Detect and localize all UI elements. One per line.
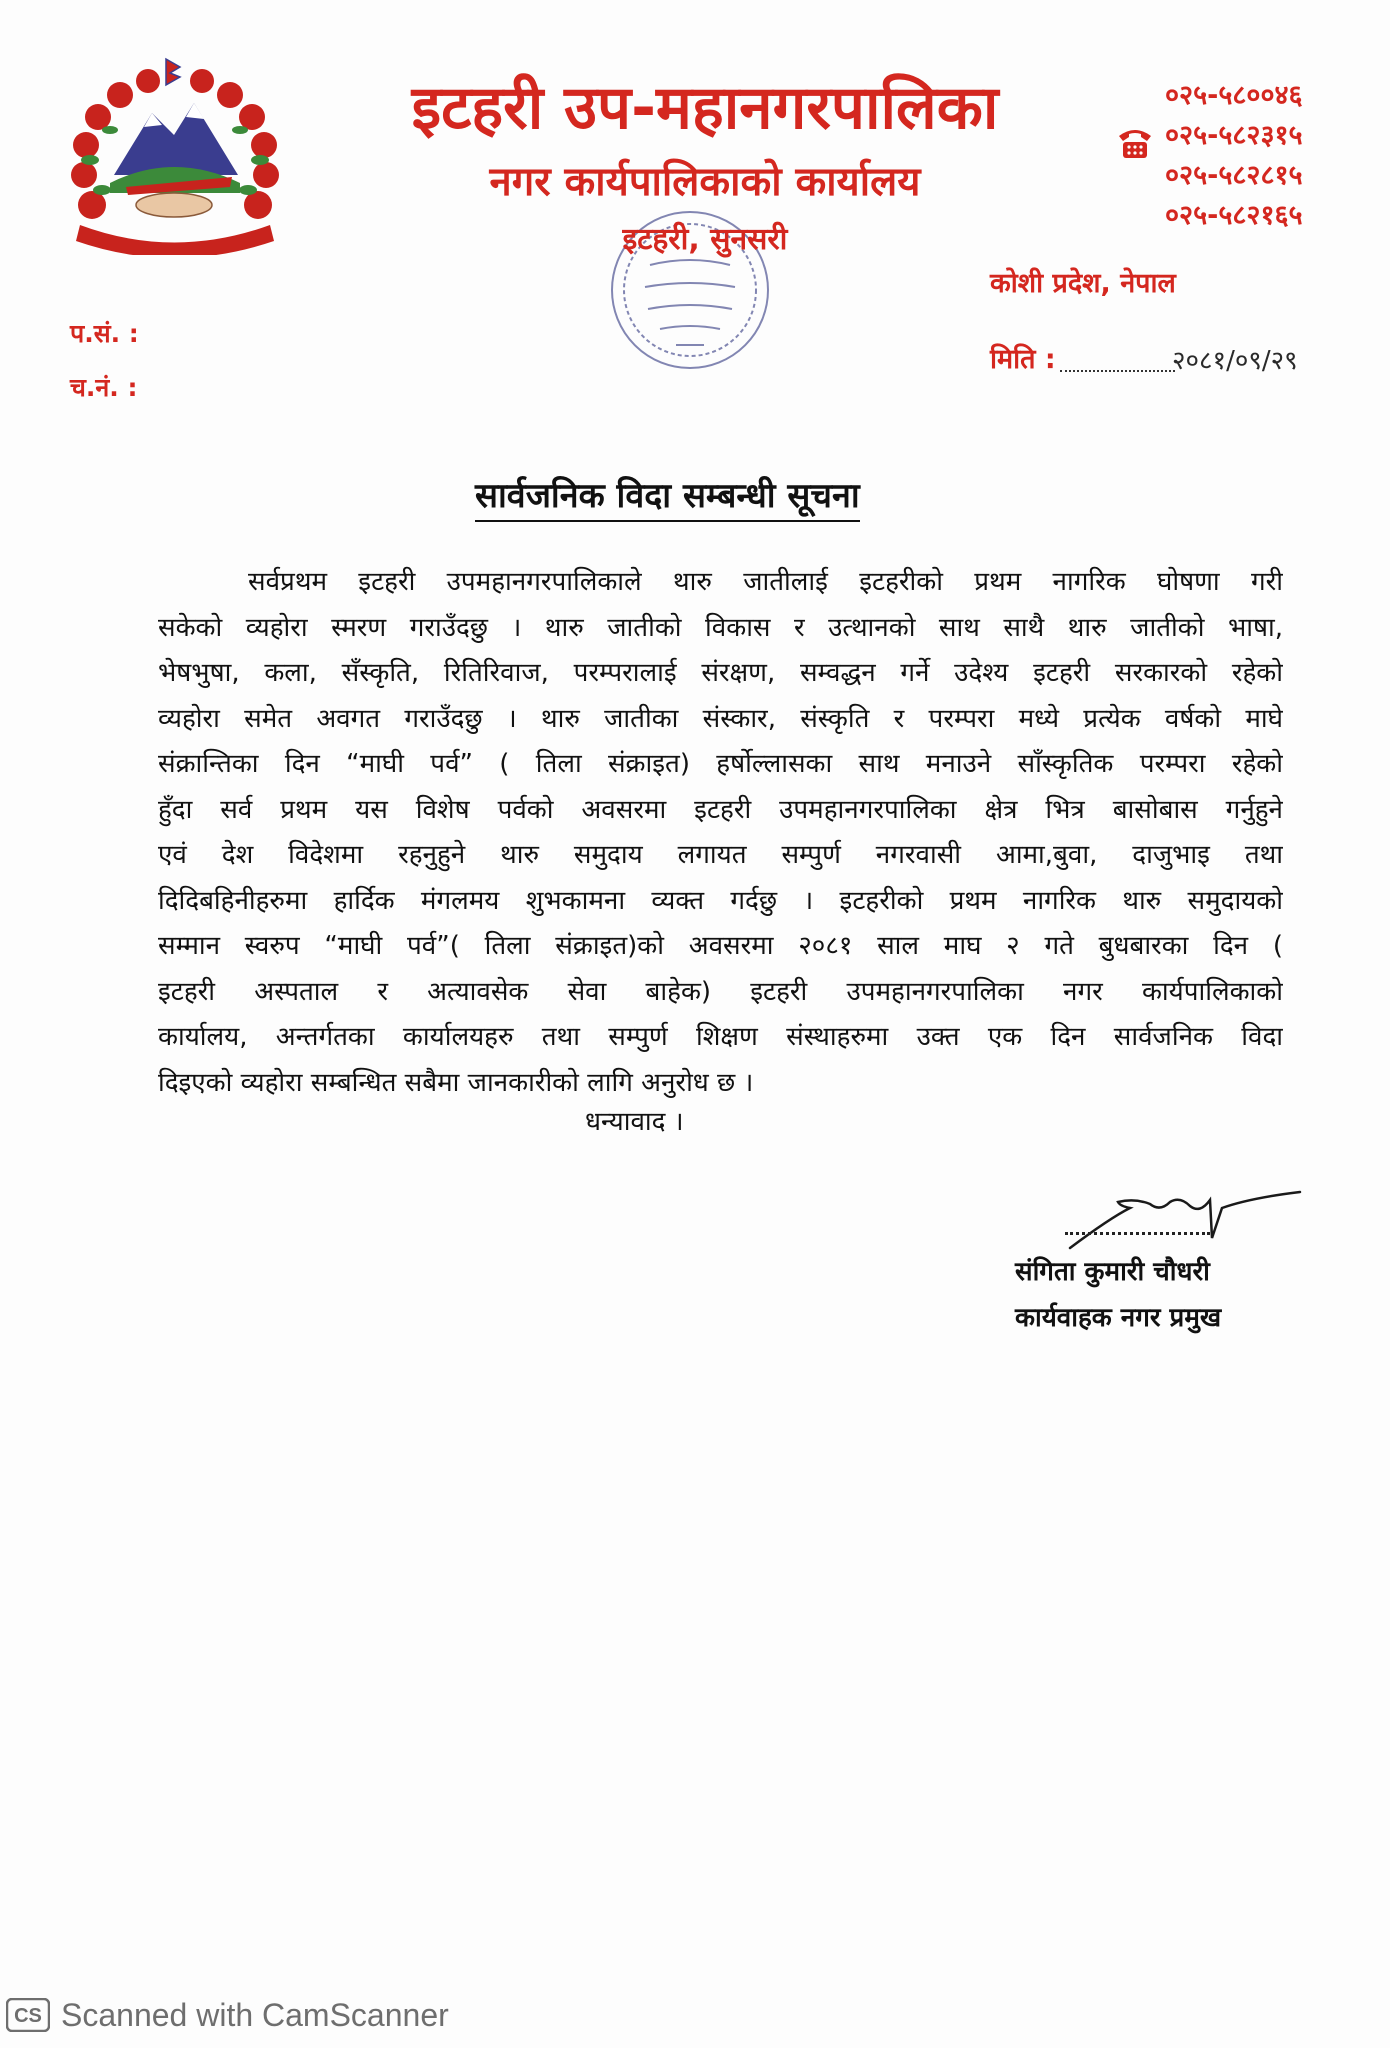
- telephone-icon: [1115, 122, 1155, 162]
- signatory-title: कार्यवाहक नगर प्रमुख: [1015, 1303, 1222, 1333]
- body-line: दिइएको व्यहोरा सम्बन्धित सबैमा जानकारीको लागि अनुरोध छ ।: [158, 1067, 754, 1098]
- body-line: इटहरी अस्पताल र अत्यावसेक सेवा बाहेक) इटहरी उपमहानगरपालिका नगर कार्यपालिकाको: [158, 976, 1283, 1007]
- body-line: व्यहोरा समेत अवगत गराउँदछु । थारु जातीका संस्कार, संस्कृति र परम्परा मध्ये प्रत्येक वर्षको माघे: [158, 703, 1283, 734]
- signature-icon: [1060, 1178, 1310, 1258]
- body-line: दिदिबहिनीहरुमा हार्दिक मंगलमय शुभकामना व्यक्त गर्दछु । इटहरीको प्रथम नागरिक थारु समुदायको: [158, 885, 1283, 916]
- body-line: कार्यालय, अन्तर्गतका कार्यालयहरु तथा सम्पुर्ण शिक्षण संस्थाहरुमा उक्त एक दिन सार्वजनिक विदा: [158, 1022, 1283, 1052]
- camscanner-logo-icon: [6, 1998, 50, 2032]
- notice-title: सार्वजनिक विदा सम्बन्धी सूचना: [475, 474, 860, 522]
- org-title: इटहरी उप-महानगरपालिका: [411, 73, 999, 143]
- body-line: सर्वप्रथम इटहरी उपमहानगरपालिकाले थारु जातीलाई इटहरीको प्रथम नागरिक घोषणा गरी: [248, 567, 1283, 597]
- logo-text: CS: [14, 2005, 42, 2027]
- closing-text: धन्यावाद ।: [585, 1107, 684, 1137]
- phone-number: ०२५-५८२८१५: [1165, 160, 1303, 191]
- body-line: हुँदा सर्व प्रथम यस विशेष पर्वको अवसरमा इटहरी उपमहानगरपालिका क्षेत्र भित्र बासोबास गर्नुहुने: [158, 794, 1283, 825]
- watermark-text: Scanned with CamScanner: [61, 1997, 449, 2033]
- province-label: कोशी प्रदेश, नेपाल: [990, 268, 1176, 299]
- office-title: नगर कार्यपालिकाको कार्यालय: [489, 159, 921, 205]
- dispatch-number-label: च.नं. :: [70, 373, 138, 402]
- date-value: २०८१/०९/२९: [1172, 346, 1298, 376]
- phone-number: ०२५-५८२१६५: [1165, 200, 1303, 231]
- nepal-emblem-icon: [62, 55, 287, 255]
- date-dotted-line: [1060, 346, 1175, 372]
- body-line: संक्रान्तिका दिन “माघी पर्व” ( तिला संक्राइत) हर्षोल्लासका साथ मनाउने साँस्कृतिक परम्परा रहेको: [158, 749, 1283, 779]
- body-line: सम्मान स्वरुप “माघी पर्व”( तिला संक्राइत)को अवसरमा २०८१ साल माघ २ गते बुधबारका दिन (: [158, 931, 1283, 961]
- signature-dotted-line: [1065, 1232, 1210, 1235]
- phone-number: ०२५-५८००४६: [1165, 80, 1303, 111]
- body-line: सकेको व्यहोरा स्मरण गराउँदछु । थारु जातीको विकास र उत्थानको साथ साथै थारु जातीको भाषा,: [158, 612, 1283, 643]
- phone-list: [1165, 76, 1365, 236]
- body-line: एवं देश विदेशमा रहनुहुने थारु समुदाय लगायत सम्पुर्ण नगरवासी आमा,बुवा, दाजुभाइ तथा: [158, 840, 1283, 870]
- notice-body: [158, 560, 1283, 1106]
- signatory-name: संगिता कुमारी चौधरी: [1015, 1257, 1210, 1287]
- phone-number: ०२५-५८२३१५: [1165, 120, 1303, 151]
- date-label: मिति :: [990, 344, 1056, 375]
- reference-number-label: प.सं. :: [70, 319, 139, 348]
- office-place: इटहरी, सुनसरी: [622, 222, 788, 257]
- body-line: भेषभुषा, कला, सँस्कृति, रितिरिवाज, परम्परालाई संरक्षण, सम्वद्धन गर्ने उदेश्य इटहरी सरकारको रहेको: [158, 658, 1283, 688]
